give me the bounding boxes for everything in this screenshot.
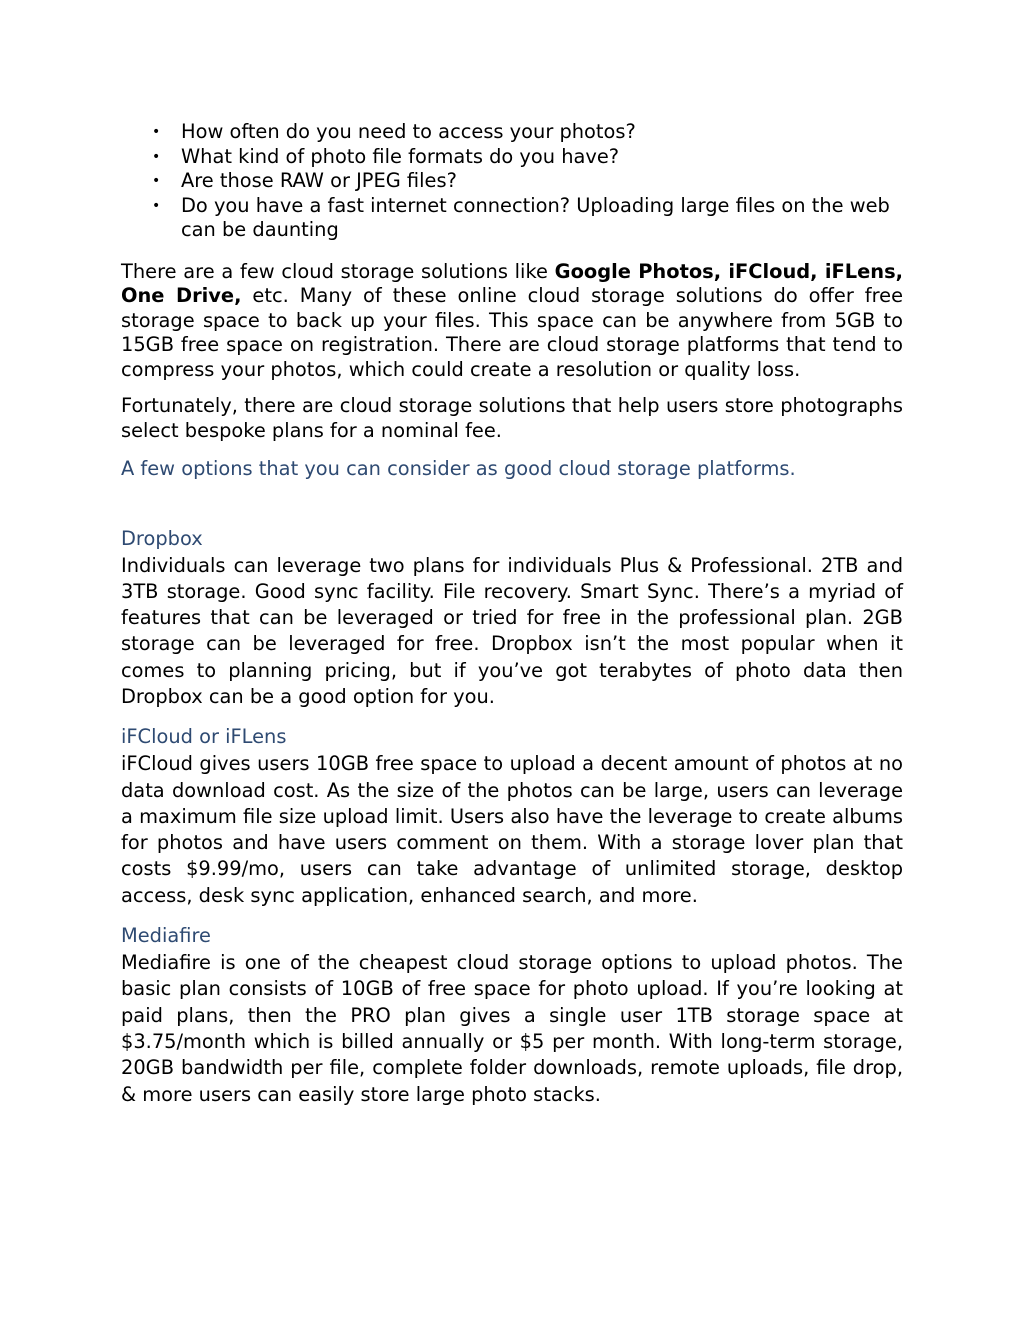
section-body-ifcloud: iFCloud gives users 10GB free space to upload a decent amount of photos at no data download cost. As the size of the photos can be large, users can leverage a maximum file size upload limit. Users also have the leverage to create albums for photos and have users comment on them. With a storage lover plan that costs $9.99/mo, users can take advantage of unlimited storage, desktop access, desk sync application, enhanced search, and more.: [121, 752, 903, 907]
questions-list: [121, 120, 903, 243]
document-page: [121, 120, 903, 1121]
question-text: Do you have a fast internet connection? Uploading large files on the web can be daunting: [181, 193, 890, 241]
section-body-mediafire: Mediafire is one of the cheapest cloud storage options to upload photos. The basic plan consists of 10GB of free space for photo upload. If you’re looking at paid plans, then the PRO plan gives a single user 1TB storage space at $3.75/month which is billed annually or $5 per month. With long-term storage, 20GB bandwidth per file, complete folder downloads, remote uploads, file drop, & more users can easily store large photo stacks.: [121, 951, 903, 1106]
fortunately-paragraph: Fortunately, there are cloud storage solutions that help users store photographs select bespoke plans for a nominal fee.: [121, 394, 903, 442]
question-text: How often do you need to access your photos?: [181, 120, 636, 143]
list-item: [121, 169, 903, 194]
list-item: [121, 120, 903, 145]
question-text: Are those RAW or JPEG files?: [181, 169, 457, 192]
section-title-dropbox: Dropbox: [121, 526, 203, 550]
bullet-icon: •: [152, 124, 161, 140]
list-item: [121, 194, 903, 243]
intro-paragraph: [121, 260, 903, 383]
question-text: What kind of photo file formats do you have?: [181, 144, 620, 168]
bullet-icon: •: [152, 148, 161, 165]
intro-rest: etc. Many of these online cloud storage solutions do offer free storage space to back up your files. This space can be anywhere from 5GB to 15GB free space on registration. There are cloud storage platforms that tend to compress your photos, which could create a resolution or quality loss.: [121, 284, 903, 381]
list-item: [121, 145, 903, 170]
intro-lead: There are a few cloud storage solutions like: [121, 259, 555, 283]
section-title-ifcloud: iFCloud or iFLens: [121, 725, 287, 749]
intro-platform-names: Google Photos, iFCloud, iFLens, One Drive,: [121, 259, 903, 307]
bullet-icon: •: [152, 173, 161, 189]
bullet-icon: •: [152, 197, 161, 214]
section-title-mediafire: Mediafire: [121, 924, 211, 948]
options-heading: A few options that you can consider as good cloud storage platforms.: [121, 457, 796, 480]
section-body-dropbox: Individuals can leverage two plans for individuals Plus & Professional. 2TB and 3TB storage. Good sync facility. File recovery. Smart Sync. There’s a myriad of features that can be leveraged or tried for free in the professional plan. 2GB storage can be leveraged for free. Dropbox isn’t the most popular when it comes to planning pricing, but if you’ve got terabytes of photo data then Dropbox can be a good option for you.: [121, 553, 903, 708]
